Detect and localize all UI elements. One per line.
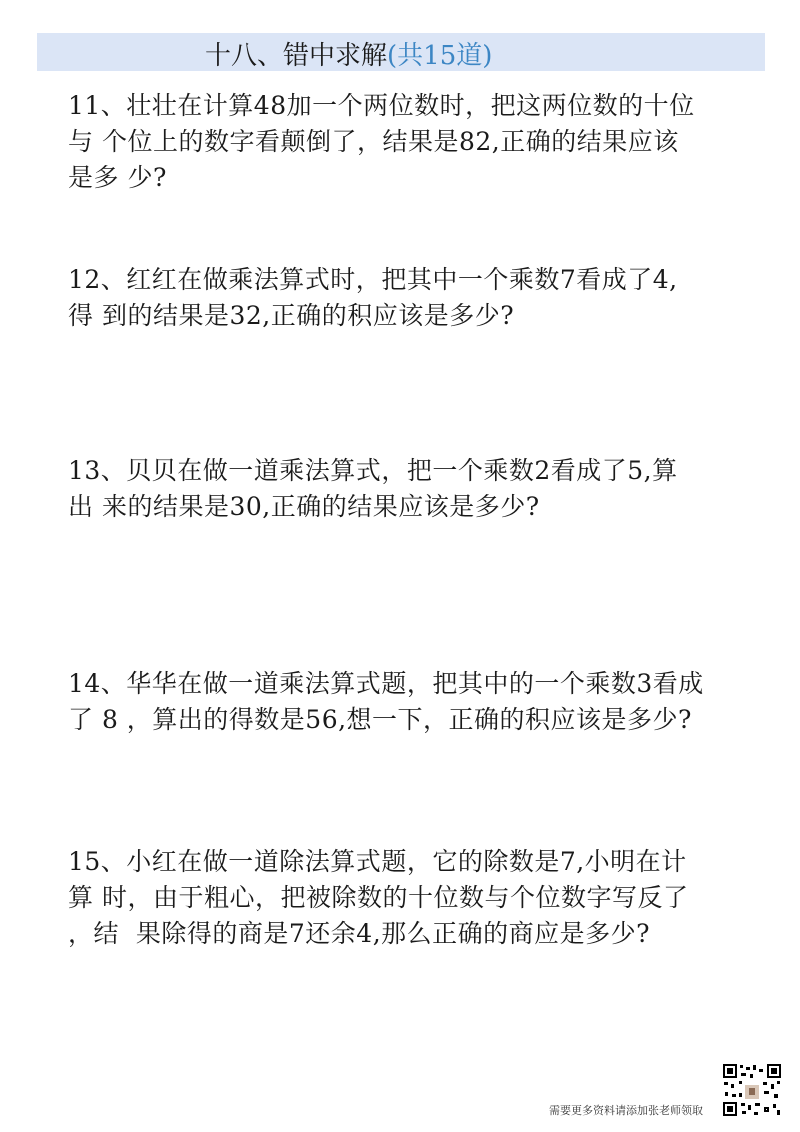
question-line: 出 来的结果是30,正确的结果应该是多少? xyxy=(68,492,540,521)
title-text: 十八、错中求解 xyxy=(205,41,388,71)
question-line: 14、华华在做一道乘法算式题，把其中的一个乘数3看成 xyxy=(68,669,704,698)
question-11 xyxy=(68,88,728,196)
qr-code-icon xyxy=(722,1063,782,1117)
question-line: 与 个位上的数字看颠倒了，结果是82,正确的结果应该 xyxy=(68,127,679,156)
question-line: 算 时，由于粗心，把被除数的十位数与个位数字写反了 xyxy=(68,883,689,912)
question-line: 了 8 ，算出的得数是56,想一下，正确的积应该是多少? xyxy=(68,705,692,734)
question-13 xyxy=(68,453,728,525)
title-count: (共15道) xyxy=(387,41,493,71)
question-line: 是多 少? xyxy=(68,163,167,192)
question-line: 得 到的结果是32,正确的积应该是多少? xyxy=(68,301,515,330)
question-line: 13、贝贝在做一道乘法算式，把一个乘数2看成了5,算 xyxy=(68,456,678,485)
question-14 xyxy=(68,666,728,738)
question-line: 11、壮壮在计算48加一个两位数时，把这两位数的十位 xyxy=(68,91,695,120)
question-line: 15、小红在做一道除法算式题，它的除数是7,小明在计 xyxy=(68,847,687,876)
question-15 xyxy=(68,844,728,952)
question-line: 12、红红在做乘法算式时，把其中一个乘数7看成了4, xyxy=(68,265,678,294)
page-title xyxy=(205,41,492,71)
question-line: ，结 果除得的商是7还余4,那么正确的商应是多少? xyxy=(68,919,651,948)
footer-note: 需要更多资料请添加张老师领取 xyxy=(549,1104,703,1117)
question-12 xyxy=(68,262,728,334)
